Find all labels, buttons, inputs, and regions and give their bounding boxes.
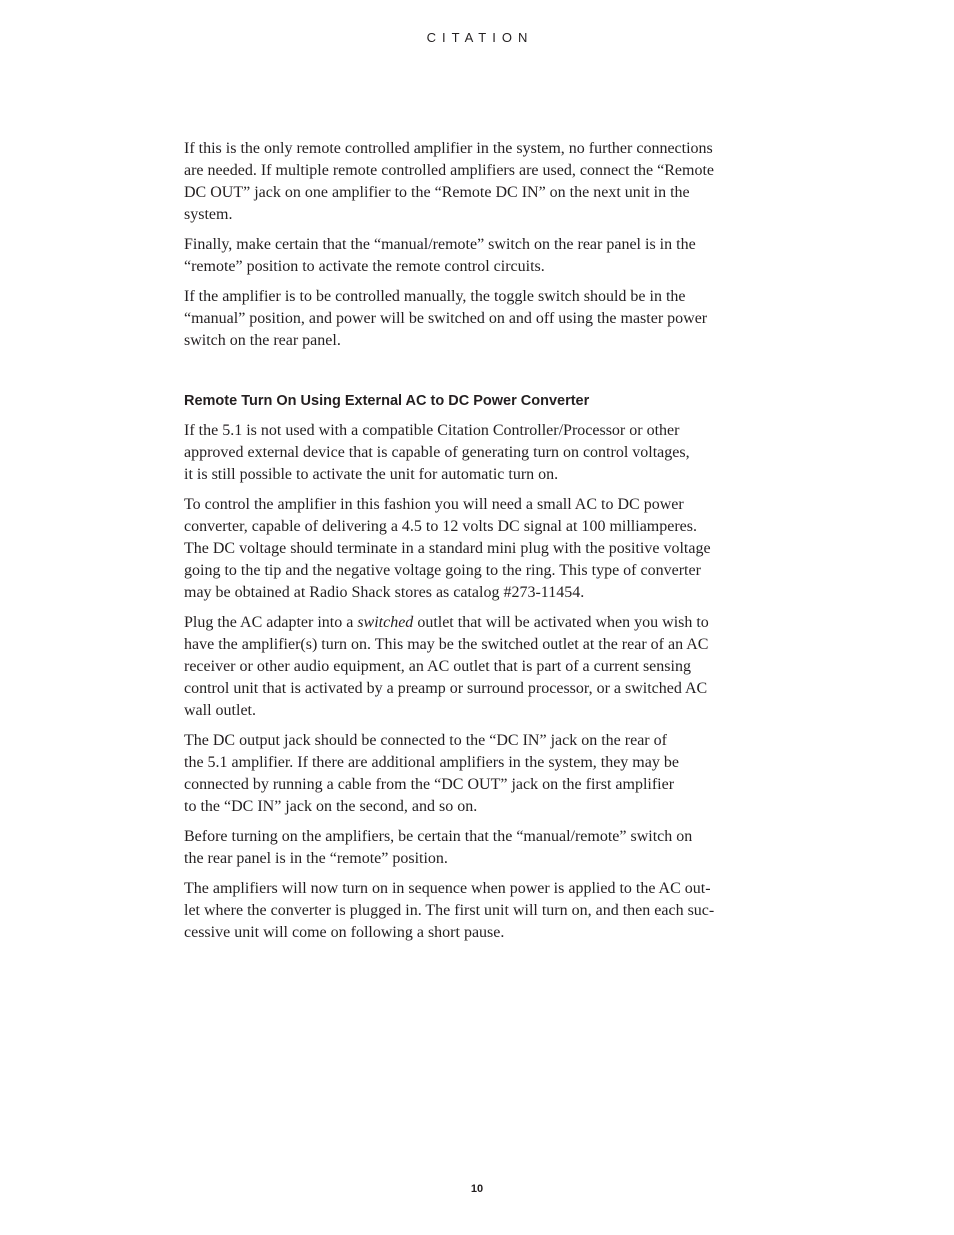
text-line: “remote” position to activate the remote control circuits.	[184, 258, 545, 275]
text-line: DC OUT” jack on one amplifier to the “Remote DC IN” on the next unit in the	[184, 184, 690, 201]
text-line: may be obtained at Radio Shack stores as catalog #273-11454.	[184, 584, 585, 601]
text-line: going to the tip and the negative voltage going to the ring. This type of converter	[184, 562, 701, 579]
text-line: switch on the rear panel.	[184, 332, 341, 349]
text-line: Before turning on the amplifiers, be certain that the “manual/remote” switch on	[184, 828, 693, 845]
text-line: have the amplifier(s) turn on. This may be the switched outlet at the rear of an AC	[184, 636, 709, 653]
text-line: to the “DC IN” jack on the second, and so on.	[184, 798, 478, 815]
paragraph-compatible-device	[184, 420, 744, 486]
text-line: it is still possible to activate the unit for automatic turn on.	[184, 466, 559, 483]
text-line: The DC output jack should be connected to the “DC IN” jack on the rear of	[184, 732, 667, 749]
paragraph-before-turning-on	[184, 826, 744, 870]
page-number: 10	[470, 1183, 484, 1195]
text-run: outlet that will be activated when you wish to	[413, 614, 709, 631]
paragraph-ac-adapter	[184, 612, 744, 722]
text-line: Finally, make certain that the “manual/remote” switch on the rear panel is in the	[184, 236, 696, 253]
text-line: control unit that is activated by a preamp or surround processor, or a switched AC	[184, 680, 708, 697]
text-line: the rear panel is in the “remote” position.	[184, 850, 448, 867]
running-head: CITATION	[426, 30, 534, 45]
paragraph-switch-remote	[184, 234, 744, 278]
page-content	[184, 138, 744, 952]
paragraph-dc-output-jack	[184, 730, 744, 818]
paragraph-manual-control	[184, 286, 744, 352]
text-line: The amplifiers will now turn on in sequence when power is applied to the AC out-	[184, 880, 711, 897]
text-line	[184, 612, 744, 634]
text-line: receiver or other audio equipment, an AC outlet that is part of a current sensing	[184, 658, 691, 675]
text-line: “manual” position, and power will be switched on and off using the master power	[184, 310, 708, 327]
paragraph-power-converter	[184, 494, 744, 604]
text-line: cessive unit will come on following a short pause.	[184, 924, 505, 941]
text-line: The DC voltage should terminate in a standard mini plug with the positive voltage	[184, 540, 711, 557]
paragraph-turn-on-sequence	[184, 878, 744, 944]
text-line: converter, capable of delivering a 4.5 to 12 volts DC signal at 100 milliamperes.	[184, 518, 697, 535]
text-line: system.	[184, 206, 233, 223]
paragraph-single-amplifier	[184, 138, 744, 226]
text-line: let where the converter is plugged in. The first unit will turn on, and then each suc-	[184, 902, 715, 919]
section-heading: Remote Turn On Using External AC to DC Power Converter	[184, 393, 590, 409]
text-line: If the amplifier is to be controlled manually, the toggle switch should be in the	[184, 288, 686, 305]
emphasis-switched: switched	[357, 614, 414, 631]
text-line: connected by running a cable from the “DC OUT” jack on the first amplifier	[184, 776, 675, 793]
text-line: To control the amplifier in this fashion you will need a small AC to DC power	[184, 496, 684, 513]
text-line: approved external device that is capable of generating turn on control voltages,	[184, 444, 690, 461]
text-line: wall outlet.	[184, 702, 256, 719]
text-line: the 5.1 amplifier. If there are additional amplifiers in the system, they may be	[184, 754, 679, 771]
text-line: If this is the only remote controlled amplifier in the system, no further connections	[184, 140, 713, 157]
text-line: If the 5.1 is not used with a compatible Citation Controller/Processor or other	[184, 422, 680, 439]
text-run: Plug the AC adapter into a	[184, 614, 358, 631]
text-line: are needed. If multiple remote controlled amplifiers are used, connect the “Remote	[184, 162, 714, 179]
